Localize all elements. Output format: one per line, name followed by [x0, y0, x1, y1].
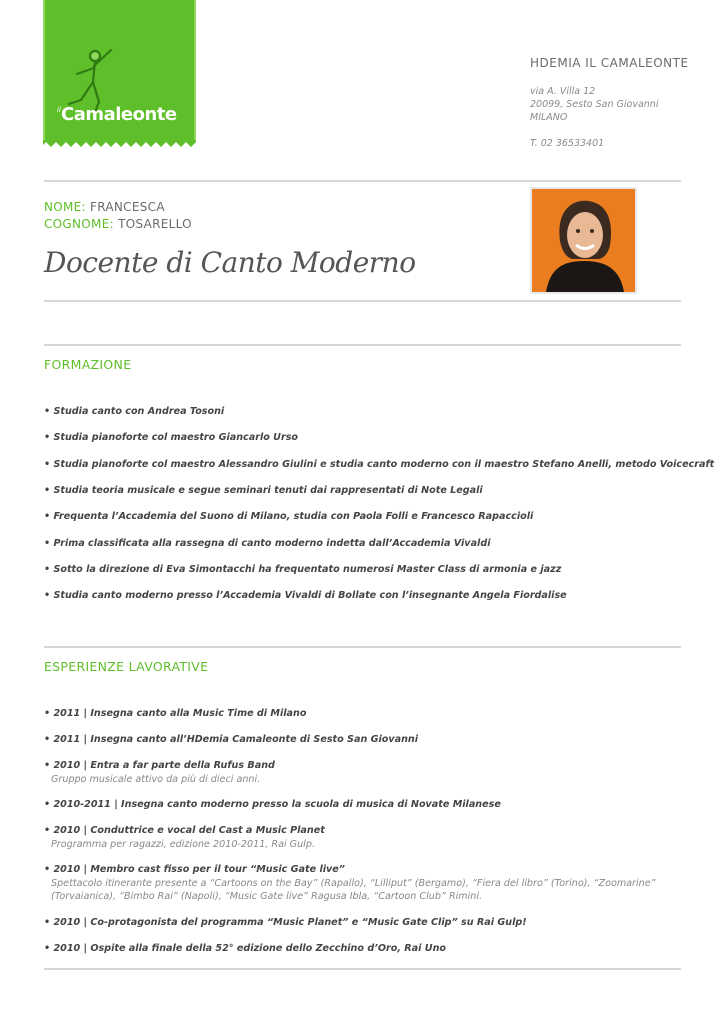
list-item — [44, 917, 527, 928]
list-item: • Sotto la direzione di Eva Simontacchi ha frequentato numerosi Master Class di armonia e jazz — [44, 564, 562, 575]
item-text: • 2010 | Entra a far parte della Rufus Band — [44, 760, 275, 771]
list-item — [44, 943, 446, 954]
org-name: HDEMIA IL CAMALEONTE — [530, 56, 689, 70]
esperienze-top-divider — [44, 646, 681, 648]
list-item: • Studia pianoforte col maestro Giancarlo Urso — [44, 432, 298, 443]
list-item: • Prima classificata alla rassegna di canto moderno indetta dall’Accademia Vivaldi — [44, 538, 491, 549]
formazione-top-divider — [44, 344, 681, 346]
logo-name: Camaleonte — [61, 104, 177, 125]
footer-divider — [44, 968, 681, 970]
list-item — [44, 760, 681, 786]
list-item — [44, 734, 418, 745]
item-text: • 2010 | Co-protagonista del programma “Music Planet” e “Music Gate Clip” su Rai Gulp! — [44, 917, 527, 928]
formazione-title: FORMAZIONE — [44, 357, 132, 372]
list-item — [44, 799, 501, 810]
list-item — [44, 864, 681, 903]
item-subtext: Gruppo musicale attivo da più di dieci anni. — [51, 774, 261, 785]
name-value: FRANCESCA — [90, 200, 165, 214]
org-address-street: via A. Villa 12 — [530, 86, 596, 97]
list-item — [44, 708, 306, 719]
list-item — [44, 825, 681, 851]
item-subtext: Spettacolo itinerante presente a “Cartoons on the Bay” (Rapallo), “Lilliput” (Bergamo), “Fiera del libro” (Torino), “Zoomarine” (Torvaianica), “Bimbo Rai” (Napoli), “Music Gate live” Ragusa Ibla, “Cartoon Club” Rimini. — [51, 878, 656, 902]
name-label: NOME: — [44, 200, 86, 214]
header-divider — [44, 180, 681, 182]
org-address-city: 20099, Sesto San Giovanni — [530, 99, 659, 110]
org-phone: T. 02 36533401 — [530, 138, 605, 149]
surname-value: TOSARELLO — [118, 217, 192, 231]
esperienze-title: ESPERIENZE LAVORATIVE — [44, 659, 209, 674]
org-address-province: MILANO — [530, 112, 568, 123]
surname-field — [44, 217, 192, 231]
person-divider — [44, 300, 681, 302]
item-text: • 2011 | Insegna canto all’HDemia Camaleonte di Sesto San Giovanni — [44, 734, 419, 745]
list-item: • Frequenta l’Accademia del Suono di Milano, studia con Paola Folli e Francesco Rapaccioli — [44, 511, 534, 522]
name-field — [44, 200, 165, 214]
item-text: • 2011 | Insegna canto alla Music Time di Milano — [44, 708, 307, 719]
surname-label: COGNOME: — [44, 217, 114, 231]
profile-photo — [530, 187, 637, 294]
item-text: • 2010 | Membro cast fisso per il tour “Music Gate live” — [44, 864, 345, 875]
item-text: • 2010-2011 | Insegna canto moderno presso la scuola di musica di Novate Milanese — [44, 799, 501, 810]
item-subtext: Programma per ragazzi, edizione 2010-2011, Rai Gulp. — [51, 839, 315, 850]
list-item: • Studia teoria musicale e segue seminari tenuti dai rappresentati di Note Legali — [44, 485, 483, 496]
role-title: Docente di Canto Moderno — [44, 246, 416, 279]
list-item: • Studia canto con Andrea Tosoni — [44, 406, 225, 417]
logo-prefix: il — [57, 106, 61, 114]
item-text: • 2010 | Ospite alla finale della 52° edizione dello Zecchino d’Oro, Rai Uno — [44, 943, 446, 954]
portrait-icon — [532, 189, 635, 292]
list-item: • Studia pianoforte col maestro Alessandro Giulini e studia canto moderno con il maestro Stefano Anelli, metodo Voicecraft — [44, 459, 715, 470]
logo-zigzag-edge — [43, 140, 196, 148]
logo-banner — [43, 0, 196, 142]
list-item: • Studia canto moderno presso l’Accademia Vivaldi di Bollate con l’insegnante Angela Fiordalise — [44, 590, 567, 601]
item-text: • 2010 | Conduttrice e vocal del Cast a Music Planet — [44, 825, 325, 836]
